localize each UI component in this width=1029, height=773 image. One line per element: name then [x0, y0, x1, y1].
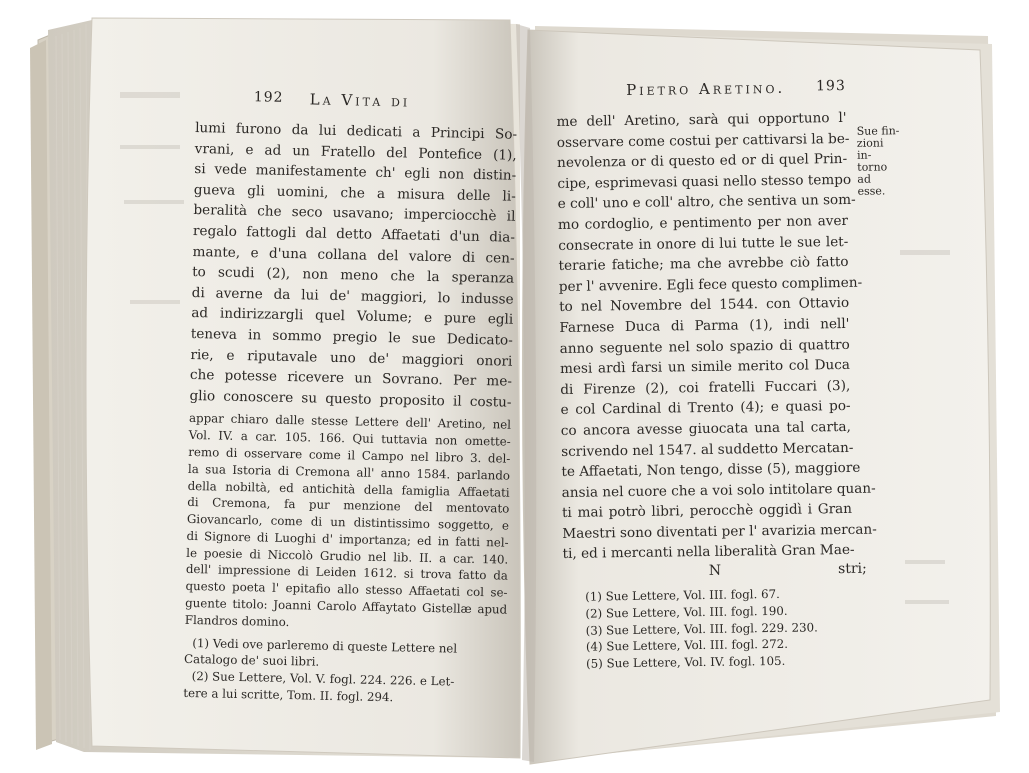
left-continued-note	[185, 410, 512, 635]
body-line: e coll' uno e coll' altro, che sentiva un som-	[557, 192, 856, 213]
note-line: remo di osservare come il Campo nel libro 3. del-	[188, 444, 511, 466]
body-line: scrivendo nel 1547. al suddetto Mercatan-	[561, 439, 854, 460]
left-body-text	[189, 118, 517, 413]
body-line: consecrate in onore di lui tutte le sue let-	[558, 233, 849, 254]
footnote-line: (2) Sue Lettere, Vol. V. fogl. 224. 226. e Let-	[191, 669, 455, 689]
body-line: che potesse ricevere un Sovrano. Per me-	[189, 367, 513, 390]
body-line: gueva gli uomini, che a misura delle li-	[193, 181, 516, 205]
page-number-right: 193	[815, 77, 846, 95]
body-line: terarie fatiche; ma che avrebbe ciò fatto	[558, 254, 849, 275]
body-line: Farnese Duca di Parma (1), indi nell'	[559, 315, 850, 336]
body-line: nevolenza or di questo ed or di quel Prin-	[557, 151, 848, 172]
footnote-line: (4) Sue Lettere, Vol. III. fogl. 272.	[585, 637, 789, 655]
body-line: glio conoscere su questo proposito il costu-	[189, 387, 512, 411]
body-line: di Firenze (2), coi fratelli Fuccari (3),	[560, 377, 851, 398]
note-line: di Signore di Luoghi d' importanza; ed in fatti nel-	[186, 528, 509, 550]
body-line: ad indirizzargli quel Volume; e pure egli	[191, 305, 514, 329]
note-line: Giovancarlo, come di un distintissimo soggetto, e	[186, 512, 510, 533]
footnote-line: tere a lui scritte, Tom. II. fogl. 294.	[183, 685, 394, 705]
body-line: to scudi (2), non meno che la speranza	[191, 264, 515, 287]
body-line: rie, e riputavale uno de' maggiori onori	[190, 346, 513, 370]
margin-note-line: esse.	[857, 184, 886, 198]
body-line: osservare come costui per cattivarsi la be-	[556, 130, 850, 151]
left-footnotes	[183, 635, 506, 709]
margin-note-line: torno ad	[857, 160, 888, 186]
body-line: per l' avvenire. Egli fece questo complimen-	[558, 274, 863, 295]
body-line: ti mai potrò libri, perocchè oggidì i Gran	[561, 501, 853, 522]
body-line: me dell' Aretino, sarà qui opportuno l'	[556, 109, 847, 130]
catchword: stri;	[838, 560, 867, 578]
note-line: appar chiaro dalle stesse Lettere dell' Aretino, nel	[188, 411, 512, 432]
note-line: della nobiltà, ed antichità della famiglia Affaetati	[187, 478, 510, 500]
body-line: teneva in sommo pregio le sue Dedicato-	[190, 325, 513, 349]
body-line: ansia nel cuore che a voi solo intitolare quan-	[561, 480, 876, 501]
note-line: le poesie di Niccolò Grudio nel lib. II. a car. 140.	[186, 545, 509, 567]
right-page	[556, 77, 900, 722]
note-line: Vol. IV. a car. 105. 166. Qui tuttavia non omette-	[188, 428, 511, 449]
footnote-line: (5) Sue Lettere, Vol. IV. fogl. 105.	[586, 654, 786, 671]
body-line: cipe, esprimevasi quasi nello stesso tempo	[557, 171, 852, 192]
margin-note	[857, 125, 902, 198]
signature-row	[563, 561, 881, 583]
body-line: vrani, e ad un Fratello del Pontefice (1),	[194, 140, 517, 164]
body-line: ti, ed i mercanti nella liberalità Gran Mae-	[562, 542, 855, 563]
note-line: di Cremona, fa pur menzione del mentovato	[187, 495, 510, 516]
body-line: regalo fattogli dal detto Affaetati d'un dia-	[192, 222, 516, 246]
left-running-head	[195, 88, 517, 121]
body-line: si vede manifestamente ch' egli non distin-	[194, 161, 517, 184]
running-title-right: Pietro Aretino.	[625, 78, 786, 100]
body-line: beralità che seco usavano; imperciocchè il	[193, 202, 516, 226]
body-line: to nel Novembre del 1544. con Ottavio	[559, 295, 850, 316]
page-number-left: 192	[253, 89, 284, 106]
left-page	[182, 88, 518, 745]
note-line: guente titolo: Joanni Carolo Affaytato Gistellæ apud	[185, 595, 508, 617]
body-line: te Affaetati, Non tengo, disse (5), maggiore	[561, 459, 861, 481]
right-footnotes	[563, 585, 882, 673]
body-line: mante, e d'una collana del valore di cen-	[192, 243, 515, 267]
body-line: di averne da lui de' maggiori, lo indusse	[191, 284, 514, 308]
body-line: e col Cardinal di Trento (4); e quasi po-	[560, 398, 851, 419]
body-line: mo cordoglio, e pentimento per non aver	[557, 212, 849, 233]
body-line: anno seguente nel solo spazio di quattro	[559, 336, 850, 357]
note-line: Flandros domino.	[184, 612, 290, 629]
body-line: Maestri sono diventati per l' avarizia mercan-	[562, 521, 877, 542]
note-line: dell' impressione di Leiden 1612. si trova fatto da	[185, 562, 508, 584]
note-line: la sua Istoria di Cremona all' anno 1584. parlando	[187, 461, 511, 483]
footnote-line: (1) Sue Lettere, Vol. III. fogl. 67.	[585, 586, 780, 604]
footnote-line: Catalogo de' suoi libri.	[183, 652, 320, 670]
footnote-line: (1) Vedi ove parleremo di queste Lettere nel	[192, 635, 458, 656]
margin-note-line: zioni in-	[856, 136, 884, 162]
footnote-line: (3) Sue Lettere, Vol. III. fogl. 229. 230.	[585, 620, 818, 638]
body-line: lumi furono da lui dedicati a Principi So-	[194, 119, 518, 143]
footnote-line: (2) Sue Lettere, Vol. III. fogl. 190.	[585, 603, 788, 621]
margin-note-line: Sue fin-	[856, 124, 900, 138]
right-running-head	[556, 78, 874, 108]
note-line: questo poeta l' epitafio allo stesso Affaetati col se-	[185, 579, 508, 600]
signature-mark: N	[708, 562, 722, 579]
body-line: mesi ardì farsi un simile merito col Duca	[559, 357, 851, 378]
body-line: co ancora avesse giuocata una tal carta,	[560, 418, 851, 439]
running-title-left: La Vita di	[309, 90, 411, 111]
